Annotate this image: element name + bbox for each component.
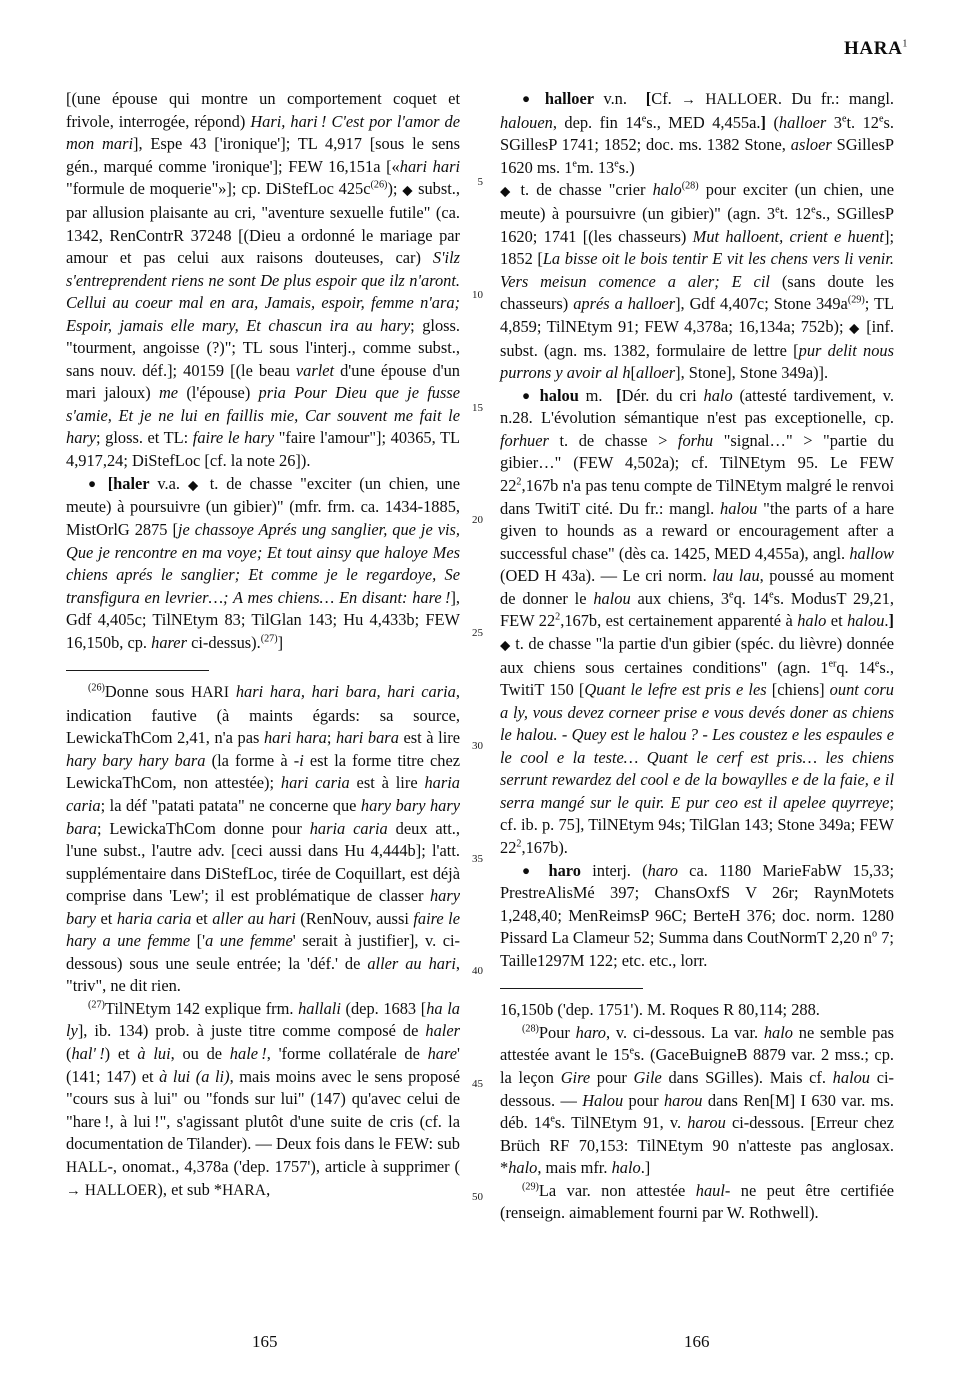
running-head-text: HARA	[844, 38, 903, 59]
folio-right: 166	[684, 1332, 710, 1351]
entry-halou: ● halou m. [Dér. du cri halo (attesté tardivement, v. n.28. L'évolution sémantique n'est pas exceptionelle, cp. forhuer t. de chasse > forhu "signal…" > "partie du gibier…" (FEW 4,502a); cf. TilNEtym 95. Le FEW $22^2,167b$ n'a pas tenu compte de TilNEtym malgré le renvoi dans TwitiT cité. Du fr.: mangl. halou "the parts of a hare given to hounds as a reward or encouragement after a successful chase" (dès ca. 1425, MED 4,455a), angl. hallow (OED H 43a). — Le cri norm. lau lau, poussé au moment de donner le halou aux chiens, 3eq. 14es. ModusT 29,21, FEW $22^2,167b$, est certainement apparenté à halo et halou.] ◆ t. de chasse "la partie d'un gibier (spéc. du lièvre) donnée aux chiens sous certaines conditions" (agn. 1erq. 14es., TwitiT 150 [Quant le lefre est pris e les [chiens] ount coru a ly, vous devez corneer prise e vous devés doner as chiens le halou. - Quey est le halou ? - Les coustez e les espaules e le cool e la teste… Quant le cerf est pris… les chiens serrunt rewardez del cool e de la bowaylles e de la faie, e il serra mangé sur le quir. E pur ceo est il apelee quyrreye; cf. ib. p. 75], TilNEtym 94s; TilGlan 143; Stone 349a; FEW $22^2,167b$).	[500, 385, 895, 857]
dictionary-page: HARA$^1$ [(une épouse qui montre un comportement coquet et frivole, interrogée, répond) Hari, hari ! C'est por l'amor de mon mari], Espe 43 ['ironique']; TL 4,917 [sous le sens gén., marqué comme 'ironique']; FEW 16,151a [«hari hari "formule de moquerie"»]; cp. DiStefLoc $425c^{(26)}$); ◆ subst., par allusion plaisante au cri, "aventure sexuelle futile" (ca. 1342, RenContrR 37248 [(Dieu a ordonné le mariage par amour et pas celui aux raisons douteuses, car) S'ilz s'entreprendent riens ne sont De plus espoir que ilz n'aront. Cellui au coeur mal en ara, Jamais, espoir, femme n'ara; Espoir, jamais elle mary, Et chascun ira au hary; gloss. "tourment, angoisse (?)"; TL sous l'interj., comme subst., sans nouv. déf.]; 40159 [(le beau varlet d'une épouse d'un mari jaloux) me (l'épouse) pria Pour Dieu que je fusse s'amie, Et je ne lui en faillis mie, Car souvent me fait le hary; gloss. et TL: faire le hary "faire l'amour"]; 40365, TL 4,917,24; DiStefLoc [cf. la note 26]). ● [haler v.a. ◆ t. de chasse "exciter (un chien, une meute) à poursuivre (un gibier)" (mfr. frm. ca. 1434-1885, MistOrlG 2875 [je chassoye Aprés ung sanglier, que je vis, Que je rencontre en ma voye; Et tout ainsy que haloye Mes chiens aprés le sanglier; Et comme je le regardoye, Se transfigura en levrier…; A mes chiens… En disant: hare !], Gdf 4,405c; TilNEtym 83; TilGlan 143; Hu 4,433b; FEW 16,150b, cp. harer ci-dessus).$^{(27)}$] $^{(26)}$Donne sous HARI hari hara, hari bara, hari caria, indication fautive (à maints égards: sa source, LewickaThCom 2,41, n'a pas hari hara; hari bara est à lire hary bary hary bara (la forme à -i est la forme titre chez LewickaThCom, non attestée); hari caria est à lire haria caria; la déf "patati patata" ne concerne que hary bary hary bara; LewickaThCom donne pour haria caria deux att., l'une subst., l'autre adv. [ceci aussi dans Hu 4,444b]; l'att. supplémentaire dans DiStefLoc, tirée de Coquillart, est déjà comprise dans 'Lew'; il est problématique de classer hary bary et haria caria et aller au hari (RenNouv, aussi faire le hary a une femme ['a une femme' serait à justifier], v. ci-dessous) sous une seule entrée; la 'déf.' de aller au hari, "triv", ne dit rien. $^{(27)}$TilNEtym 142 explique frm. hallali (dep. 1683 [ha la ly], ib. 134) prob. à juste titre comme composé de haler (hal' !) et à lui, ou de hale !, 'forme collatérale de hare' (141; 147) et à lui (a li), mais moins avec le sens proposé "cours sus à lui" ou "fonds sur lui" (147) qu'avec celui de "hare !, à lui !", s'agissant plutôt d'une suite de cris (cf. la documentation de Tilander). — Deux fois dans le FEW: sub HALL-, onomat., 4,378a ('dep. 1757'), article à supprimer ( → HALLOER), et sub *HARA, ● halloer v.n. [Cf. → HALLOER. Du fr.: mangl. halouen, dep. fin 14es., MED 4,455a.] (halloer 3et. 12es. SGillesP 1741; 1852; doc. ms. 1382 Stone, asloer SGillesP 1620 ms. 1em. 13es.) ◆ t. de chasse "crier halo$^{(28)}$ pour exciter (un chien, une meute) à poursuivre (un gibier)" (agn. 3et. 12es., SGillesP 1620; 1741 [(les chasseurs) Mut halloent, crient e huent]; 1852 [La bisse oit le bois tentir E vit les chens vers li venir. Vers meisun comence a aler; E cil (sans doute les chasseurs) aprés a halloer], Gdf 4,407c; Stone $349a^{(29)}$; TL 4,859; TilNEtym 91; FEW 4,378a; 16,134a; 752b); ◆ [inf. subst. (agn. ms. 1382, formulaire de lettre [pur delit nous purrons y avoir al h[alloer], Stone], Stone 349a)]. ● halou m. [Dér. du cri halo (attesté tardivement, v. n.28. L'évolution sémantique n'est pas exceptionelle, cp. forhuer t. de chasse > forhu "signal…" > "partie du gibier…" (FEW 4,502a); cf. TilNEtym 95. Le FEW $22^2,167b$ n'a pas tenu compte de TilNEtym malgré le renvoi dans TwitiT cité. Du fr.: mangl. halou "the parts of a hare given to hounds as a reward or encouragement after a successful chase" (dès ca. 1425, MED 4,455a), angl. hallow (OED H 43a). — Le cri norm. lau lau, poussé au moment de donner le halou aux chiens, 3eq. 14es. ModusT 29,21, FEW $22^2,167b$, est certainement apparenté à halo et halou.] ◆ t. de chasse "la partie d'un gibier (spéc. du lièvre) donnée aux chiens sous certaines conditions" (agn. 1erq. 14es., TwitiT 150 [Quant le lefre est pris e les [chiens] ount coru a ly, vous devez corneer prise e vous devés doner as chiens le halou. - Quey est le halou ? - Les coustez e les espaules e le cool e la teste… Quant le cerf est pris… les chiens serrunt rewardez del cool e de la bowaylles e de la faie, e il serra mangé sur le quir. E pur ceo est il apelee quyrreye; cf. ib. p. 75], TilNEtym 94s; TilGlan 143; Stone 349a; FEW $22^2,167b$). ● haro interj. (haro ca. 1180 MarieFabW 15,33; PrestreAlisMé 397; ChansOxfS V 26r; RaynMotets 1,248,40; MenReimsP 96C; BerteH 376; doc. norm. 1280 Pissard La Clameur 52; Summa dans CoutNormT 2,20 $n^o$ 7; Taille1297M 122; etc. etc., lorr. 16,150b ('dep. 1751'). M. Roques R 80,114; 288. $^{(28)}$Pour haro, v. ci-dessous. La var. halo ne semble pas attestée avant le 15es. (GaceBuigneB 8879 var. 2 mss.; cp. la leçon Gire pour Gile dans SGilles). Mais cf. halou ci-dessous. — Halou pour harou dans Ren[M] I 630 var. ms. déb. 14es. TilNEtym 91, v. harou ci-dessous. [Erreur chez Brüch RF 70,153: TilNEtym 90 n'atteste pas anglosax. *halo, mais mfr. halo.] $^{(29)}$La var. non attestée haul- ne peut être certifiée (renseign. aimablement fourni par W. Rothwell). 5 10 15 20 25 30 35 40 45 50 165 166	[66, 38, 908, 1351]
running-head-superscript: 1	[902, 38, 908, 50]
footnote-26: $^{(26)}$Donne sous HARI hari hara, hari bara, hari caria, indication fautive (à maints égards: sa source, LewickaThCom 2,41, n'a pas hari hara; hari bara est à lire hary bary hary bara (la forme à -i est la forme titre chez LewickaThCom, non attestée); hari caria est à lire haria caria; la déf "patati patata" ne concerne que hary bary hary bara; LewickaThCom donne pour haria caria deux att., l'une subst., l'autre adv. [ceci aussi dans Hu 4,444b]; l'att. supplémentaire dans DiStefLoc, tirée de Coquillart, est déjà comprise dans 'Lew'; il est problématique de classer hary bary et haria caria et aller au hari (RenNouv, aussi faire le hary a une femme ['a une femme' serait à justifier], v. ci-dessous) sous une seule entrée; la 'déf.' de aller au hari, "triv", ne dit rien.	[66, 682, 461, 996]
footnote-27: $^{(27)}$TilNEtym 142 explique frm. hallali (dep. 1683 [ha la ly], ib. 134) prob. à juste titre comme composé de haler (hal' !) et à lui, ou de hale !, 'forme collatérale de hare' (141; 147) et à lui (a li), mais moins avec le sens proposé "cours sus à lui" ou "fonds sur lui" (147) qu'avec celui de "hare !, à lui !", s'agissant plutôt d'une suite de cris (cf. la documentation de Tilander). — Deux fois dans le FEW: sub HALL-, onomat., 4,378a ('dep. 1757'), article à supprimer ( → HALLOER), et sub *HARA,	[66, 998, 461, 1200]
left-body-paragraph-1: [(une épouse qui montre un comportement coquet et frivole, interrogée, répond) Hari, hari ! C'est por l'amor de mon mari], Espe 43 ['ironique']; TL 4,917 [sous le sens gén., marqué comme 'ironique']; FEW 16,151a [«hari hari "formule de moquerie"»]; cp. DiStefLoc $425c^{(26)}$); ◆ subst., par allusion plaisante au cri, "aventure sexuelle futile" (ca. 1342, RenContrR 37248 [(Dieu a ordonné le mariage par amour et pas celui aux raisons douteuses, car) S'ilz s'entreprendent riens ne sont De plus espoir que ilz n'aront. Cellui au coeur mal en ara, Jamais, espoir, femme n'ara; Espoir, jamais elle mary, Et chascun ira au hary; gloss. "tourment, angoisse (?)"; TL sous l'interj., comme subst., sans nouv. déf.]; 40159 [(le beau varlet d'une épouse d'un mari jaloux) me (l'épouse) pria Pour Dieu que je fusse s'amie, Et je ne lui en faillis mie, Car souvent me fait le hary; gloss. et TL: faire le hary "faire l'amour"]; 40365, TL 4,917,24; DiStefLoc [cf. la note 26]).	[66, 89, 461, 471]
left-footnotes	[66, 681, 460, 1203]
footnote-separator-right	[500, 988, 643, 989]
right-column	[500, 88, 894, 1225]
entry-haro: ● haro interj. (haro ca. 1180 MarieFabW 15,33; PrestreAlisMé 397; ChansOxfS V 26r; RaynMotets 1,248,40; MenReimsP 96C; BerteH 376; doc. norm. 1280 Pissard La Clameur 52; Summa dans CoutNormT 2,20 $n^o$ 7; Taille1297M 122; etc. etc., lorr.	[500, 860, 895, 970]
footnote-27-continued: 16,150b ('dep. 1751'). M. Roques R 80,114; 288.	[500, 1000, 820, 1020]
footnote-separator-left	[66, 670, 209, 671]
right-footnotes	[500, 999, 894, 1224]
entry-halloer: ● halloer v.n. [Cf. → HALLOER. Du fr.: mangl. halouen, dep. fin 14es., MED 4,455a.] (halloer 3et. 12es. SGillesP 1741; 1852; doc. ms. 1382 Stone, asloer SGillesP 1620 ms. 1em. 13es.)	[500, 89, 894, 177]
footnote-28: $^{(28)}$Pour haro, v. ci-dessous. La var. halo ne semble pas attestée avant le 15es. (GaceBuigneB 8879 var. 2 mss.; cp. la leçon Gire pour Gile dans SGilles). Mais cf. halou ci-dessous. — Halou pour harou dans Ren[M] I 630 var. ms. déb. 14es. TilNEtym 91, v. harou ci-dessous. [Erreur chez Brüch RF 70,153: TilNEtym 90 n'atteste pas anglosax. *halo, mais mfr. halo.]	[500, 1022, 894, 1178]
sense-halloer-chasse: ◆ t. de chasse "crier halo$^{(28)}$ pour exciter (un chien, une meute) à poursuivre (un gibier)" (agn. 3et. 12es., SGillesP 1620; 1741 [(les chasseurs) Mut halloent, crient e huent]; 1852 [La bisse oit le bois tentir E vit les chens vers li venir. Vers meisun comence a aler; E cil (sans doute les chasseurs) aprés a halloer], Gdf 4,407c; Stone $349a^{(29)}$; TL 4,859; TilNEtym 91; FEW 4,378a; 16,134a; 752b); ◆ [inf. subst. (agn. ms. 1382, formulaire de lettre [pur delit nous purrons y avoir al h[alloer], Stone], Stone 349a)].	[500, 180, 895, 383]
left-column	[66, 88, 460, 1203]
left-body-paragraph-2: ● [haler v.a. ◆ t. de chasse "exciter (un chien, une meute) à poursuivre (un gibier)" (mfr. frm. ca. 1434-1885, MistOrlG 2875 [je chassoye Aprés ung sanglier, que je vis, Que je rencontre en ma voye; Et tout ainsy que haloye Mes chiens aprés le sanglier; Et comme je le regardoye, Se transfigura en levrier…; A mes chiens… En disant: hare !], Gdf 4,405c; TilNEtym 83; TilGlan 143; Hu 4,433b; FEW 16,150b, cp. harer ci-dessus).$^{(27)}$]	[66, 473, 461, 652]
folio-left: 165	[252, 1332, 278, 1351]
footnote-29: $^{(29)}$La var. non attestée haul- ne peut être certifiée (renseign. aimablement fourni par W. Rothwell).	[500, 1180, 894, 1223]
running-head	[844, 38, 908, 60]
